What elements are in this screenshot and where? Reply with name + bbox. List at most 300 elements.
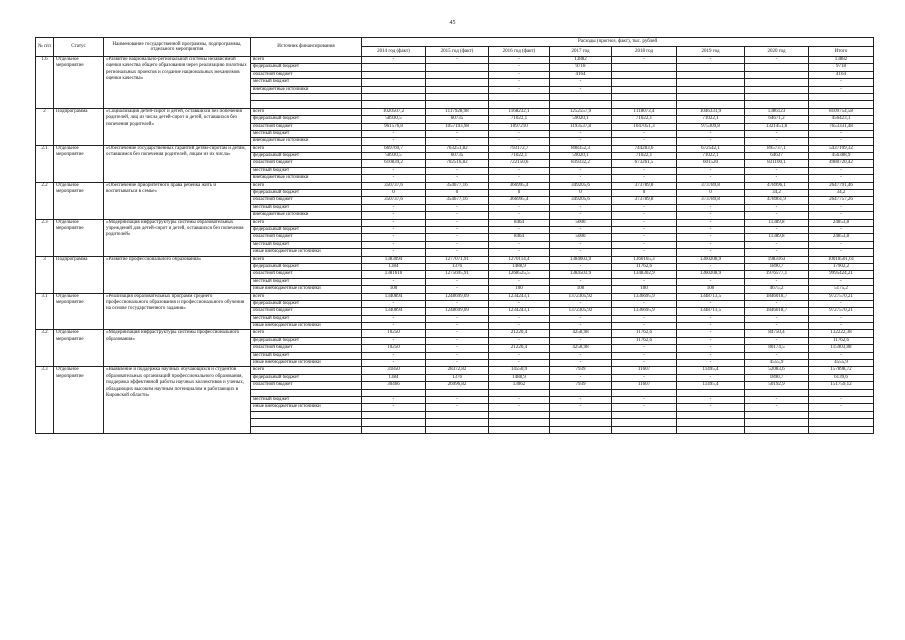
value-cell: - [489, 167, 550, 174]
value-cell: 1321451,8 [745, 123, 809, 130]
value-cell: - [362, 396, 426, 403]
value-cell: 354677,16 [426, 182, 489, 189]
value-cell: 895737,1 [745, 145, 809, 152]
value-cell [489, 419, 550, 426]
value-cell: 24853,8 [809, 219, 874, 226]
value-cell: 10250 [362, 345, 426, 352]
value-cell: - [426, 300, 489, 307]
row-number: 3.3 [36, 367, 54, 434]
table-row [36, 330, 874, 337]
value-cell [426, 86, 489, 93]
value-cell: - [362, 234, 426, 241]
row-source: всего [251, 256, 362, 263]
value-cell [745, 389, 809, 396]
value-cell [745, 64, 809, 71]
value-cell [362, 71, 426, 78]
header-year: 2019 год [677, 47, 745, 57]
row-source: областной бюджет [251, 345, 362, 352]
value-cell: 11762,6 [809, 337, 874, 344]
value-cell: 100 [612, 286, 677, 293]
value-cell [745, 411, 809, 418]
row-program-name: «Развитие национально-региональной системы независимой оценки качества общего образования через реализацию пилотных региональных проектов и создание национальных механизмов оценки качества» [104, 57, 251, 109]
value-cell: 4164 [550, 71, 612, 78]
header-no: № п/п [36, 38, 54, 57]
value-cell: - [362, 175, 426, 182]
value-cell [426, 64, 489, 71]
value-cell: - [550, 404, 612, 411]
value-cell: 669769,7 [362, 145, 426, 152]
row-source: местный бюджет [251, 396, 362, 403]
value-cell [426, 419, 489, 426]
value-cell: - [612, 204, 677, 211]
value-cell: 5437109,32 [809, 145, 874, 152]
value-cell: - [362, 404, 426, 411]
row-source: областной бюджет [251, 71, 362, 78]
value-cell: - [677, 234, 745, 241]
value-cell: - [677, 404, 745, 411]
value-cell: - [426, 352, 489, 359]
value-cell: - [612, 300, 677, 307]
value-cell: - [677, 57, 745, 64]
value-cell: 5000 [550, 234, 612, 241]
value-cell: 1381610 [362, 271, 426, 278]
value-cell: 4675,2 [745, 286, 809, 293]
value-cell: - [745, 249, 809, 256]
value-cell [550, 419, 612, 426]
header-year: 2017 год [550, 47, 612, 57]
header-expenses: Расходы (прогноз, факт), тыс. рублей [362, 38, 874, 47]
value-cell: - [612, 138, 677, 145]
value-cell: 1488,9 [489, 263, 550, 270]
value-cell: 1384503,9 [550, 271, 612, 278]
row-source: иные внебюджетные источники [251, 323, 362, 330]
value-cell: 157898,72 [809, 367, 874, 374]
value-cell: - [745, 204, 809, 211]
value-cell: - [550, 360, 612, 367]
header-year: 2020 год [745, 47, 809, 57]
value-cell: - [362, 249, 426, 256]
value-cell: - [677, 263, 745, 270]
table-row [36, 108, 874, 115]
value-cell: 2647791,46 [809, 182, 874, 189]
value-cell: 11607 [612, 382, 677, 389]
row-source: внебюджетные источники [251, 138, 362, 145]
value-cell: 71022,1 [677, 153, 745, 160]
value-cell [612, 79, 677, 86]
value-cell: 1336695,9 [612, 308, 677, 315]
value-cell: 722150,6 [489, 160, 550, 167]
table-row [36, 367, 874, 374]
value-cell [426, 93, 489, 100]
value-cell: 71022,1 [612, 153, 677, 160]
row-status: Отдельное мероприятие [54, 182, 104, 219]
value-cell: - [677, 138, 745, 145]
value-cell: - [550, 263, 612, 270]
value-cell: 1248699,09 [426, 308, 489, 315]
table-row [36, 182, 874, 189]
value-cell: - [550, 374, 612, 381]
row-program-name: «Обеспечение приоритетного права ребенка жить и воспитываться в семье» [104, 182, 251, 219]
value-cell: - [745, 352, 809, 359]
value-cell: - [612, 226, 677, 233]
value-cell: - [489, 315, 550, 322]
value-cell: 2647757,26 [809, 197, 874, 204]
value-cell: 478961,9 [745, 197, 809, 204]
value-cell: 5175,2 [809, 286, 874, 293]
value-cell: 1020507,2 [362, 108, 426, 115]
value-cell: - [809, 167, 874, 174]
row-status: Отдельное мероприятие [54, 219, 104, 256]
value-cell: - [677, 130, 745, 137]
value-cell: - [362, 352, 426, 359]
table-row [36, 57, 874, 64]
value-cell [612, 389, 677, 396]
value-cell: 610839,2 [362, 160, 426, 167]
value-cell: 1384 [362, 263, 426, 270]
value-cell [612, 93, 677, 100]
value-cell: - [489, 249, 550, 256]
value-cell: 9995424,21 [809, 271, 874, 278]
value-cell: 1193537,8 [550, 123, 612, 130]
value-cell: - [745, 337, 809, 344]
value-cell: 21220,4 [489, 345, 550, 352]
value-cell: 9727570,21 [809, 293, 874, 300]
value-cell [489, 411, 550, 418]
value-cell: 59020,1 [550, 153, 612, 160]
value-cell: - [809, 323, 874, 330]
value-cell: 366995,4 [489, 197, 550, 204]
value-cell [550, 389, 612, 396]
row-source: всего [251, 145, 362, 152]
value-cell: - [677, 323, 745, 330]
value-cell: 60735 [426, 116, 489, 123]
row-program-name: «Развитие профессионального образования» [104, 256, 251, 293]
value-cell: - [489, 86, 550, 93]
value-cell [677, 79, 745, 86]
row-source: иные внебюджетные источники [251, 404, 362, 411]
row-number: 3 [36, 256, 54, 293]
value-cell [489, 101, 550, 108]
table-row [36, 293, 874, 300]
value-cell: 1336695,9 [612, 293, 677, 300]
value-cell: - [362, 360, 426, 367]
value-cell: 0 [550, 190, 612, 197]
value-cell [809, 389, 874, 396]
value-cell [677, 426, 745, 433]
value-cell: - [745, 396, 809, 403]
value-cell [550, 426, 612, 433]
value-cell: 11607 [612, 367, 677, 374]
value-cell [489, 426, 550, 433]
value-cell: - [362, 130, 426, 137]
value-cell [677, 389, 745, 396]
value-cell: - [362, 212, 426, 219]
page-number: 45 [449, 20, 456, 26]
value-cell [809, 419, 874, 426]
value-cell: - [809, 241, 874, 248]
value-cell: 50192,9 [745, 382, 809, 389]
row-program-name: «Реализация образовательных программ среднего профессионального образования и профессионального обучения на основе государственного задания» [104, 293, 251, 330]
value-cell: - [426, 241, 489, 248]
value-cell: 744283,6 [612, 145, 677, 152]
expenses-table [35, 37, 874, 434]
header-program: Наименование государственной программы, подпрограммы, отдельного мероприятия [104, 38, 251, 57]
row-source: местный бюджет [251, 241, 362, 248]
value-cell: - [745, 323, 809, 330]
value-cell: 4258,98 [550, 330, 612, 337]
row-source: областной бюджет [251, 382, 362, 389]
value-cell: - [362, 323, 426, 330]
value-cell: 7653331,48 [809, 123, 874, 130]
table-row [36, 219, 874, 226]
value-cell: 1047051,3 [612, 123, 677, 130]
value-cell [362, 64, 426, 71]
value-cell: - [426, 396, 489, 403]
value-cell: 456388,9 [809, 153, 874, 160]
row-source: местный бюджет [251, 315, 362, 322]
row-program-name: «Выявление и поддержка научных обучающихся и студентов образовательных организаций профессионального образования, поддержка эффективной работы научных коллективов и ученых, обладающих высоким научным потенциалом и работающих в Кировской области» [104, 367, 251, 434]
value-cell [745, 79, 809, 86]
value-cell: - [677, 219, 745, 226]
value-cell: - [426, 167, 489, 174]
value-cell: - [550, 352, 612, 359]
value-cell: 456423,1 [809, 116, 874, 123]
row-source [251, 426, 362, 433]
value-cell: 975309,8 [677, 123, 745, 130]
row-program-name: «Модернизация инфраструктуры системы образовательных учреждений для детей-сирот и детей, оставшихся без попечения родителей» [104, 219, 251, 256]
row-status: Отдельное мероприятие [54, 145, 104, 182]
value-cell: - [550, 138, 612, 145]
value-cell: - [677, 175, 745, 182]
value-cell: - [612, 396, 677, 403]
value-cell [677, 411, 745, 418]
value-cell: - [677, 360, 745, 367]
row-status: Отдельное мероприятие [54, 293, 104, 330]
row-source: федеральный бюджет [251, 263, 362, 270]
value-cell: 601520 [677, 160, 745, 167]
value-cell: - [550, 130, 612, 137]
value-cell: - [426, 212, 489, 219]
value-cell: - [612, 315, 677, 322]
value-cell: - [426, 249, 489, 256]
value-cell: 373789,8 [677, 197, 745, 204]
row-source: иные внебюджетные источники [251, 360, 362, 367]
row-source [251, 389, 362, 396]
value-cell: - [809, 249, 874, 256]
value-cell: 11389,8 [745, 219, 809, 226]
value-cell [745, 93, 809, 100]
value-cell [809, 411, 874, 418]
value-cell: - [809, 175, 874, 182]
row-program-name: «Модернизация инфраструктуры системы профессионального образования» [104, 330, 251, 367]
value-cell: - [677, 315, 745, 322]
value-cell: - [745, 130, 809, 137]
value-cell: - [489, 64, 550, 71]
value-cell: 1846018,7 [745, 308, 809, 315]
value-cell: - [745, 404, 809, 411]
value-cell: - [612, 219, 677, 226]
value-cell: - [362, 226, 426, 233]
value-cell [426, 101, 489, 108]
value-cell: 354677,16 [426, 197, 489, 204]
value-cell: 132222,38 [809, 330, 874, 337]
value-cell: 1348713,5 [677, 293, 745, 300]
row-source: всего [251, 108, 362, 115]
value-cell: 34,2 [745, 190, 809, 197]
value-cell [362, 389, 426, 396]
value-cell: 13882 [809, 57, 874, 64]
value-cell: - [809, 130, 874, 137]
value-cell: 478996,1 [745, 182, 809, 189]
value-cell [426, 71, 489, 78]
value-cell: - [677, 330, 745, 337]
row-source: федеральный бюджет [251, 153, 362, 160]
row-status: Отдельное мероприятие [54, 330, 104, 367]
row-source: местный бюджет [251, 352, 362, 359]
row-source: федеральный бюджет [251, 116, 362, 123]
value-cell: - [426, 138, 489, 145]
value-cell: 31850 [362, 367, 426, 374]
row-number: 3.1 [36, 293, 54, 330]
value-cell: - [745, 167, 809, 174]
value-cell: 1046331,9 [677, 108, 745, 115]
value-cell: 30466 [362, 382, 426, 389]
value-cell: 1348713,5 [677, 308, 745, 315]
value-cell [612, 71, 677, 78]
value-cell [677, 101, 745, 108]
value-cell: - [550, 300, 612, 307]
value-cell: 17902,2 [809, 263, 874, 270]
value-cell: 24853,8 [809, 234, 874, 241]
value-cell: - [362, 241, 426, 248]
value-cell: - [550, 167, 612, 174]
row-source: внебюджетные источники [251, 212, 362, 219]
value-cell: - [489, 241, 550, 248]
value-cell: - [809, 86, 874, 93]
value-cell: - [362, 204, 426, 211]
value-cell: - [745, 315, 809, 322]
value-cell: - [426, 315, 489, 322]
value-cell [362, 419, 426, 426]
value-cell: 8464 [489, 234, 550, 241]
row-status: Подпрограмма [54, 108, 104, 145]
value-cell: 366995,4 [489, 182, 550, 189]
value-cell: 71022,1 [489, 153, 550, 160]
value-cell: - [426, 234, 489, 241]
value-cell: 1097210 [489, 123, 550, 130]
value-cell: - [745, 212, 809, 219]
value-cell: 349205,6 [550, 197, 612, 204]
value-cell: - [809, 300, 874, 307]
value-cell: 1983163 [745, 256, 809, 263]
value-cell: 11495,4 [677, 382, 745, 389]
value-cell: - [550, 212, 612, 219]
row-source: областной бюджет [251, 234, 362, 241]
value-cell: 373789,8 [612, 182, 677, 189]
value-cell: - [677, 374, 745, 381]
value-cell: - [426, 219, 489, 226]
value-cell: 702516,82 [426, 160, 489, 167]
value-cell: 71022,1 [612, 116, 677, 123]
value-cell: - [489, 175, 550, 182]
row-source: иные внебюджетные источники [251, 286, 362, 293]
value-cell: 14550,9 [489, 367, 550, 374]
value-cell: - [745, 175, 809, 182]
value-cell: - [362, 138, 426, 145]
value-cell [362, 86, 426, 93]
row-source [251, 411, 362, 418]
row-source: всего [251, 293, 362, 300]
row-number: 2.1 [36, 145, 54, 182]
value-cell: 1488,9 [489, 374, 550, 381]
value-cell: 11495,4 [677, 367, 745, 374]
value-cell: 4164 [809, 71, 874, 78]
header-year: 2014 год (факт) [362, 47, 426, 57]
value-cell: 13062 [489, 382, 550, 389]
value-cell: - [809, 138, 874, 145]
value-cell: 64637 [745, 153, 809, 160]
value-cell [426, 411, 489, 418]
value-cell [677, 419, 745, 426]
value-cell: 10018501,61 [809, 256, 874, 263]
value-cell [745, 426, 809, 433]
value-cell: 1168232,1 [489, 108, 550, 115]
value-cell: 28372,82 [426, 367, 489, 374]
value-cell [612, 86, 677, 93]
value-cell: - [612, 241, 677, 248]
value-cell: 1383094 [362, 256, 426, 263]
value-cell [362, 101, 426, 108]
row-number: 2.3 [36, 219, 54, 256]
value-cell: 1340894 [362, 308, 426, 315]
value-cell: 11389,8 [745, 234, 809, 241]
value-cell: - [362, 167, 426, 174]
value-cell: 4258,98 [550, 345, 612, 352]
value-cell: - [489, 138, 550, 145]
row-source: всего [251, 367, 362, 374]
value-cell: - [809, 404, 874, 411]
row-source: федеральный бюджет [251, 64, 362, 71]
value-cell: - [550, 278, 612, 285]
row-source: федеральный бюджет [251, 226, 362, 233]
value-cell: - [809, 352, 874, 359]
value-cell: - [489, 71, 550, 78]
value-cell: - [426, 286, 489, 293]
value-cell [362, 426, 426, 433]
value-cell: 1234243,1 [489, 308, 550, 315]
row-source: местный бюджет [251, 278, 362, 285]
value-cell: - [612, 323, 677, 330]
value-cell: 9718 [550, 64, 612, 71]
value-cell [362, 411, 426, 418]
row-status: Отдельное мероприятие [54, 57, 104, 109]
value-cell: - [489, 57, 550, 64]
value-cell: - [612, 234, 677, 241]
value-cell [489, 389, 550, 396]
value-cell: 1252557,9 [550, 108, 612, 115]
value-cell [612, 411, 677, 418]
row-source [251, 101, 362, 108]
value-cell: 64671,2 [745, 116, 809, 123]
value-cell: - [612, 352, 677, 359]
value-cell: 58930,5 [362, 116, 426, 123]
value-cell [677, 64, 745, 71]
value-cell: - [745, 138, 809, 145]
value-cell: 71022,1 [489, 116, 550, 123]
value-cell: - [745, 278, 809, 285]
value-cell [809, 426, 874, 433]
value-cell: 1376 [426, 374, 489, 381]
